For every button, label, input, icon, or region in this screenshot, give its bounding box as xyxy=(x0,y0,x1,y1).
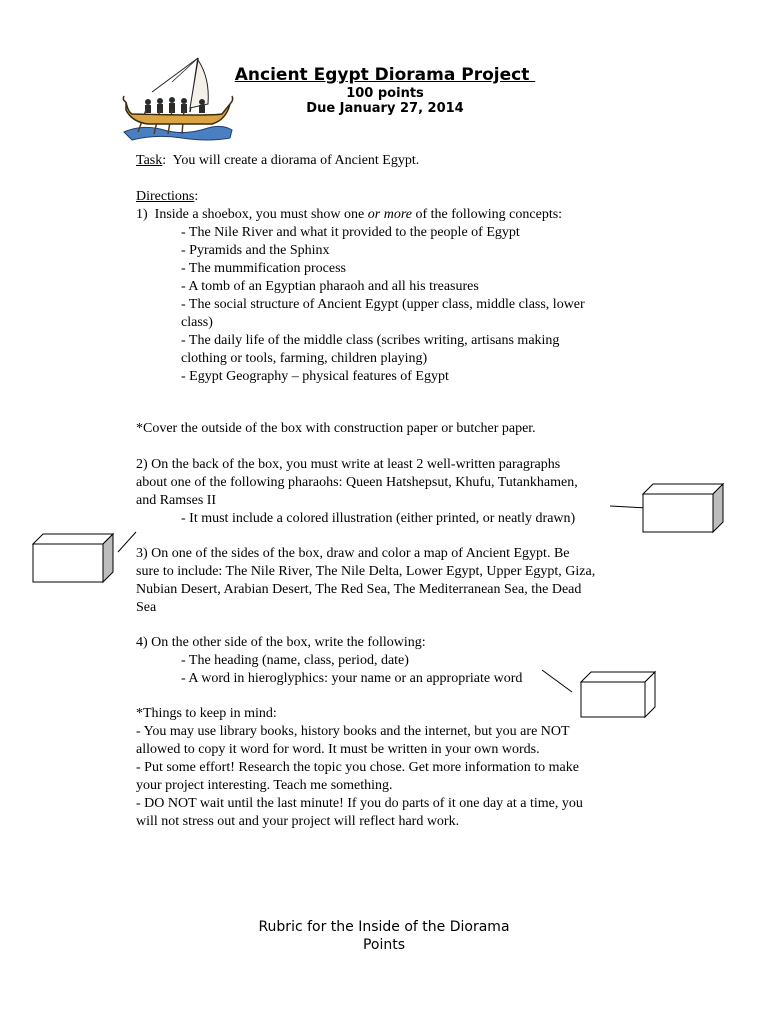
task-text: : You will create a diorama of Ancient Egypt. xyxy=(162,153,420,168)
notes-line: will not stress out and your project will reflect hard work. xyxy=(136,814,460,829)
concept-item: - Pyramids and the Sphinx xyxy=(181,243,330,258)
direction-item-3-line: Nubian Desert, Arabian Desert, The Red Sea, The Mediterranean Sea, the Dead xyxy=(136,582,582,597)
item1-before: 1) Inside a shoebox, you must show one xyxy=(136,207,368,222)
rubric-points-label: Points xyxy=(362,937,406,953)
due-date: Due January 27, 2014 xyxy=(306,101,464,116)
concept-item: - The daily life of the middle class (scribes writing, artisans making xyxy=(181,333,560,348)
direction-item-3-line: sure to include: The Nile River, The Nile Delta, Lower Egypt, Upper Egypt, Giza, xyxy=(136,564,596,579)
concept-item: clothing or tools, farming, children playing) xyxy=(181,351,428,366)
direction-item-4-sub: - A word in hieroglyphics: your name or an appropriate word xyxy=(181,671,523,686)
concept-item: - A tomb of an Egyptian pharaoh and all his treasures xyxy=(181,279,479,294)
directions-label: Directions xyxy=(136,189,195,204)
direction-item-1 xyxy=(136,206,562,224)
points-label: 100 points xyxy=(346,86,424,101)
rubric-title: Rubric for the Inside of the Diorama xyxy=(258,919,510,935)
box-right-side-icon xyxy=(538,664,662,720)
direction-item-4-sub: - The heading (name, class, period, date) xyxy=(181,653,409,668)
cover-note: *Cover the outside of the box with construction paper or butcher paper. xyxy=(136,421,536,436)
concept-item: - The Nile River and what it provided to the people of Egypt xyxy=(181,225,520,240)
task-line xyxy=(136,152,419,170)
notes-line: your project interesting. Teach me something. xyxy=(136,778,393,793)
rubric-footer xyxy=(0,918,768,954)
direction-item-2-sub: - It must include a colored illustration (either printed, or neatly drawn) xyxy=(181,511,576,526)
direction-item-4: 4) On the other side of the box, write the following: xyxy=(136,635,426,650)
directions-colon: : xyxy=(194,189,199,204)
concept-item: class) xyxy=(181,315,213,330)
title-block xyxy=(200,64,570,116)
item1-emphasis: or more xyxy=(367,207,412,222)
task-label: Task xyxy=(136,153,163,168)
item1-after: of the following concepts: xyxy=(411,207,563,222)
notes-line: - Put some effort! Research the topic you chose. Get more information to make xyxy=(136,760,579,775)
page-title: Ancient Egypt Diorama Project xyxy=(234,65,536,85)
direction-item-2-line: about one of the following pharaohs: Queen Hatshepsut, Khufu, Tutankhamen, xyxy=(136,475,578,490)
direction-item-3-line: Sea xyxy=(136,600,157,615)
concept-item: - The social structure of Ancient Egypt (upper class, middle class, lower xyxy=(181,297,585,312)
directions-heading xyxy=(136,188,198,206)
direction-item-3-line: 3) On one of the sides of the box, draw and color a map of Ancient Egypt. Be xyxy=(136,546,570,561)
box-back-icon xyxy=(600,480,730,536)
notes-line: - DO NOT wait until the last minute! If you do parts of it one day at a time, you xyxy=(136,796,583,811)
notes-line: allowed to copy it word for word. It must be written in your own words. xyxy=(136,742,540,757)
box-left-side-icon xyxy=(30,530,142,586)
notes-heading: *Things to keep in mind: xyxy=(136,706,277,721)
concept-item: - Egypt Geography – physical features of Egypt xyxy=(181,369,449,384)
notes-line: - You may use library books, history books and the internet, but you are NOT xyxy=(136,724,570,739)
direction-item-2-line: and Ramses II xyxy=(136,493,217,508)
direction-item-2-line: 2) On the back of the box, you must write at least 2 well-written paragraphs xyxy=(136,457,561,472)
concept-item: - The mummification process xyxy=(181,261,346,276)
